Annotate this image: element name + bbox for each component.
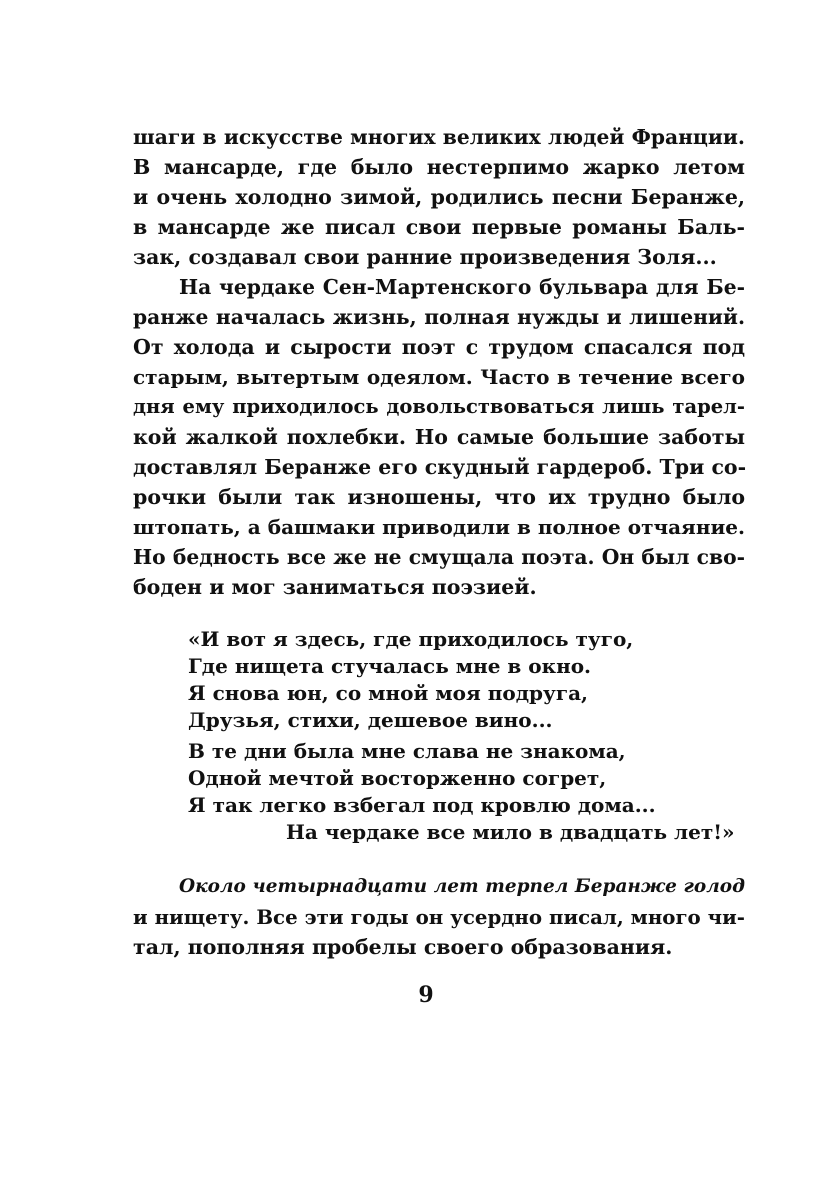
text-line: в мансарде же писал свои первые романы Баль- — [133, 215, 745, 239]
text-line: и очень холодно зимой, родились песни Беранже, — [133, 185, 745, 209]
text-line: старым, вытертым одеялом. Часто в течение всего — [133, 365, 745, 389]
poem-line: Одной мечтой восторженно согрет, — [188, 766, 607, 790]
poem-line: Друзья, стихи, дешевое вино... — [188, 708, 553, 732]
text-line: На чердаке Сен-Мартенского бульвара для Бе- — [179, 275, 745, 299]
paragraph-fourteen-years — [133, 872, 745, 962]
text-line: ранже началась жизнь, полная нужды и лишений. — [133, 305, 745, 329]
poem-line: На чердаке все мило в двадцать лет!» — [286, 820, 735, 844]
text-line: шаги в искусстве многих великих людей Франции. — [133, 125, 745, 149]
text-line: кой жалкой похлебки. Но самые большие заботы — [133, 425, 745, 449]
text-line: Но бедность все же не смущала поэта. Он был сво- — [133, 545, 745, 569]
text-line: зак, создавал свои ранние произведения Золя... — [133, 245, 717, 269]
paragraph-continued — [133, 122, 745, 272]
poem-line: Я так легко взбегал под кровлю дома... — [188, 793, 656, 817]
text-line: и нищету. Все эти годы он усердно писал, много чи- — [133, 905, 745, 929]
page-number: 9 — [418, 982, 434, 1008]
text-line: От холода и сырости поэт с трудом спасался под — [133, 335, 745, 359]
text-line: рочки были так изношены, что их трудно было — [133, 485, 745, 509]
text-line: боден и мог заниматься поэзией. — [133, 575, 537, 599]
text-line: В мансарде, где было нестерпимо жарко летом — [133, 155, 745, 179]
paragraph-garret — [133, 272, 745, 602]
poem-line: Я снова юн, со мной моя подруга, — [188, 681, 588, 705]
text-line: доставлял Беранже его скудный гардероб. Три со- — [133, 455, 747, 479]
text-line: тал, пополняя пробелы своего образования. — [133, 935, 673, 959]
poem-line: Где нищета стучалась мне в окно. — [188, 654, 592, 678]
poem-stanza-2 — [188, 738, 748, 846]
text-line: дня ему приходилось довольствоваться лишь тарел- — [133, 395, 745, 418]
poem-line: В те дни была мне слава не знакома, — [188, 739, 626, 763]
text-line: Около четырнадцати лет терпел Беранже голод — [179, 876, 745, 897]
poem-line: «И вот я здесь, где приходилось туго, — [188, 627, 634, 651]
poem-stanza-1 — [188, 626, 748, 734]
text-line: штопать, а башмаки приводили в полное отчаяние. — [133, 515, 745, 539]
